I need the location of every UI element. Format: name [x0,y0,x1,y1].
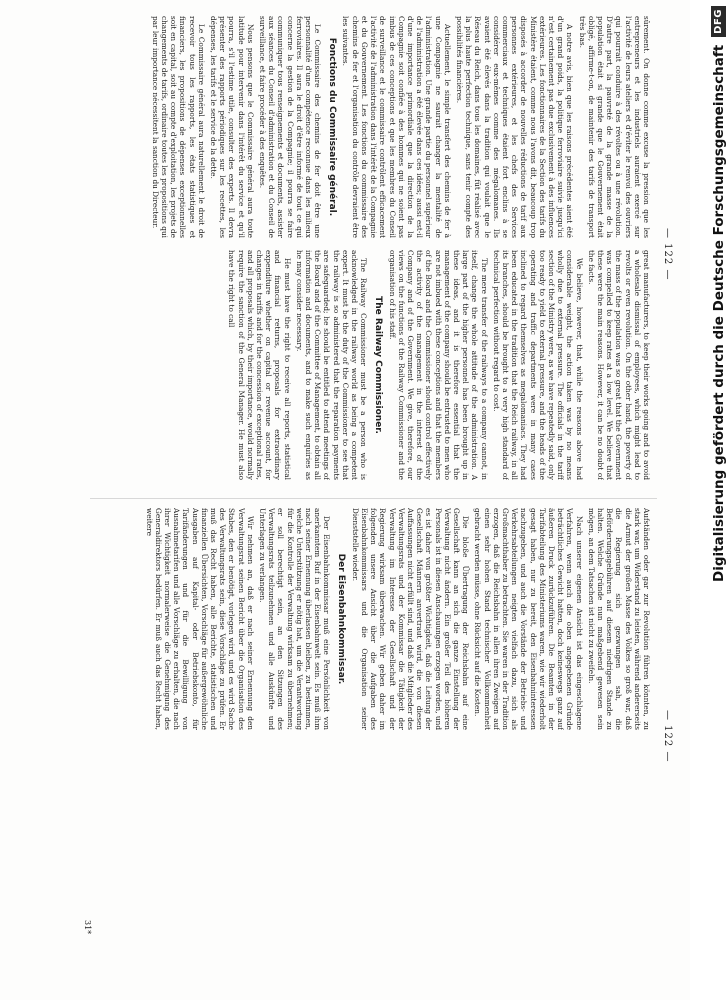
paragraph: Actuellement, le simple transfert des chemins de fer à une Compagnie ne saurait changer la mentalité de l'administration. Une grande partie du personnel supérieur de l'administration a été élevée dans ces idées; aussi est-il d'une importance primordiale que la direction de la Compagnie soit confiée à des hommes qui ne soient pas imbus de ces conceptions et que les membres du Conseil de surveillance et le commissaire contrôlent efficacement l'activité de l'administration dans l'intérêt de la Compagnie et du Gouvernement. Les fonctions du commissaire des chemins de fer et l'organisation du contrôle devraient être les suivantes. [341,16,452,238]
column-french [110,16,651,238]
paragraph: A notre avis, bien que les raisons précédentes aient été d'un grand poids, la politique ferroviaire suivie jusqu'ici n'est certainement pas due exclusivement à des influences extérieures. Les fonctionnaires de la Section des tarifs du Ministère étaient, comme nous l'avons dit, beaucoup trop disposés à accorder de nouvelles réductions de tarif aux personnes extérieures, et les chefs des Services commerciaux et techniques étaient fort enclins à se considérer eux-mêmes comme des mégalomanes. Ils avaient été élevés dans la tradition qui voulait que le Réseau du Reich, dans tous les domaines, fût réalisé avec la plus haute perfection technique, sans tenir compte des possibilités financières. [454,16,575,238]
paragraph: Der Eisenbahnkommissar muß eine Persönlichkeit von anerkanntem Ruf in der Eisenbahnwelt sein. Es muß ihm nach seiner Ernennung überlassen bleiben, zu bestimmen, welche Unterstützung er nötig hat, um die Verantwortung für die Kontrolle der Verwaltung wirksam zu übernehmen; er soll berechtigt sein, an den Sitzungen des Verwaltungsrats teilzunehmen und alle Auskünfte und Unterlagen zu verlangen. [258,508,332,730]
paragraph: Nous pensons que le Commissaire général aura toute latitude pour intervenir dans l'intérêt du service et qu'il pourra, s'il l'estime utile, consulter des experts. Il devra présenter des rapports périodiques sur les recettes, les dépenses, les tarifs et le service de la dette. [209,16,255,238]
page-fold-divider [90,498,657,499]
section-heading: Fonctions du Commissaire général. [327,37,338,217]
signature-mark: 31* [83,920,92,935]
dfg-logo: DFG [711,6,726,37]
paragraph: Le Commissaire des chemins de fer doit être une personnalité d'une compétence reconnue dans les milieux ferroviaires. Il aura le droit d'être informé de tout ce qui concerne la gestion de la Compagnie; il pourra se faire communiquer tous renseignements et documents, assister aux séances du Conseil d'administration et du Conseil de surveillance, et faire procéder à des enquêtes. [258,16,323,238]
column-english [110,250,651,480]
digitization-credit: Digitalisierung gefördert durch die Deutsche Forschungsgemeinschaft [710,44,727,582]
paragraph: Wir nehmen an, daß er nach seiner Ernennung den Verwaltungsrat seinen Bericht über die Organisation des Stabes, den er benötigt, vorlegen wird, und es wird Sache des Verwaltungsrats sein, diese Vorschläge zu prüfen. Er muß das Recht haben, alle Berichte, statistischen und finanziellen Übersichten, Vorschläge für außergewöhnliche Ausgaben auf Kapital- oder Betriebskonto, für Tarifänderungen und für die Bewilligung von Ausnahmetarifen und alle Vorschläge zu erhalten, die nach ihrer Wichtigkeit normalerweise die Genehmigung des Generaldirektors bedürfen. Er muß auch das Recht haben, weitere [144,508,255,730]
section-heading: Der Eisenbahnkommissar. [336,553,347,685]
paragraph: Le Commissaire général aura naturellement le droit de recevoir tous les rapports, les états statistiques et financiers, les propositions de dépenses exceptionnelles soit en capital, soit au compte d'exploitation, les projets de changements de tarifs, ordinaire toutes les propositions qui par leur importance nécessitent la sanction du Directeur. [150,16,206,238]
column-german [110,508,651,730]
left-page-number: — 122 — [662,228,673,281]
paragraph: Die bloße Übertragung der Reichsbahn auf eine Gesellschaft kann an sich die ganze Einstellung der Verwaltung nicht ändern. Ein großer Teil des höheren Personals ist in diesen Anschauungen erzogen worden, und es ist daher von größter Wichtigkeit, daß die Leitung der Gesellschaft Männern anvertraut wird, die von diesen Auffassungen nicht erfüllt sind, und daß die Mitglieder des Verwaltungsrats und der Kommissar die Tätigkeit der Verwaltung im Interesse der Gesellschaft und der Regierung wirksam überwachen. Wir geben daher im folgenden unsere Ansicht über die Aufgaben des Eisenbahnkommissars und die Organisation seiner Dienststelle wieder. [350,508,471,730]
paragraph: Nach unserer eigenen Ansicht ist das eingeschlagene Verfahren, wenn auch die oben angegebenen Gründe beträchtliches Gewicht hatten, doch keineswegs ganz auf äußeren Druck zurückzuführen. Die Beamten in der Tarifabteilung des Ministeriums waren, wie wir wiederholt gesagt haben, nur zu bereit, den Eisenbahninteressen nachzugeben, und auch die Vorstände der Betriebs- und Verkehrsabteilungen neigten vielfach dazu, sich als Großmachthaber zu betrachten. Sie waren in der Tradition erzogen, daß die Reichsbahn in allen ihren Zweigen auf einen sehr hohen Stand technischer Vollkommenheit gebracht werden müsse, ohne Rücksicht auf die Kosten. [473,508,584,730]
right-page-number: — 122 — [662,710,673,763]
paragraph: He must have the right to receive all reports, statistical and financial returns, proposals for extraordinary expenditure whether on capital or revenue account, for changes in tariffs and for the concession of exceptional rates, and all proposals which, by their importance, would normally require the sanction of the General Manager. He must also have the right to call [227,250,292,480]
section-heading: The Railway Commissioner. [373,296,384,434]
digitization-credit-margin [690,0,727,1000]
paragraph: The mere transfer of the railways to a company cannot, in itself, change the whole attitude of the administration. A large part of the higher personnel has been brought up in these ideas, and it is therefore essential that the management of the company should be entrusted to men who are not imbued with these conceptions and that the members of the Board and the Commissioner should control effectively the activity of the management in the interest of the Company and of the Government. We give, therefore, our views on the functions of the Railway Commissioner and the organisation of his staff. [387,250,489,480]
paragraph: great manufacturers, to keep their works going and to avoid a wholesale dismissal of employees, which might lead to revolts or even revolution. On the other hand, the poverty of the mass of the population was so great that the Government was compelled to keep rates at a low level. We believe that these were the main reasons. However, it can be no doubt of the facts. [586,250,651,480]
paragraph: sûrement. On donne comme excuse la pression que les entrepreneurs et les industriels auraient exercé sur l'activité de leurs ateliers et d'éviter le renvoi des ouvriers qui pourrait conduire à des révoltes ou à une révolution. D'autre part, la pauvreté de la grande masse de la population était si grande que le Gouvernement était obligé, affirme-t-on, de maintenir des tarifs de transport très bas. [577,16,651,238]
paragraph: The Railway Commissioner must be a person who is acknowledged in the railway world as being a competent expert. It must be the duty of the Commissioner to see that the railway is so administered that the reparation payments are safeguarded; he should be entitled to attend meetings of the Board and of the Committee of Management, to obtain all information and documents, and to make such enquiries as he may consider necessary. [294,250,369,480]
paragraph: We believe, however, that, while the reasons above had considerable weight, the action taken was by no means wholly due to external pressure. The officials in the tariff section of the Ministry were, as we have repeatedly said, only too ready to yield to external pressure, and the heads of the operating and traffic departments were in many cases inclined to regard themselves as megalomaniacs. They had been educated in the tradition that the Reich railway, in all its branches, should be brought to a very high standard of technical perfection without regard to cost. [491,250,584,480]
paragraph: Aufständen oder gar zur Revolution führen könnten, zu stark war, um Widerstand zu leisten, während andererseits die Armut der großen Masse des Volkes so groß war, daß die Regierung sich gezwungen sah, die Beförderungsgebühren auf diesem niedrigen Stande zu halten. Welche Gründe nun maßgebend gewesen sein mögen, an dem Tatsachen ist nicht zu zweifeln. [586,508,651,730]
